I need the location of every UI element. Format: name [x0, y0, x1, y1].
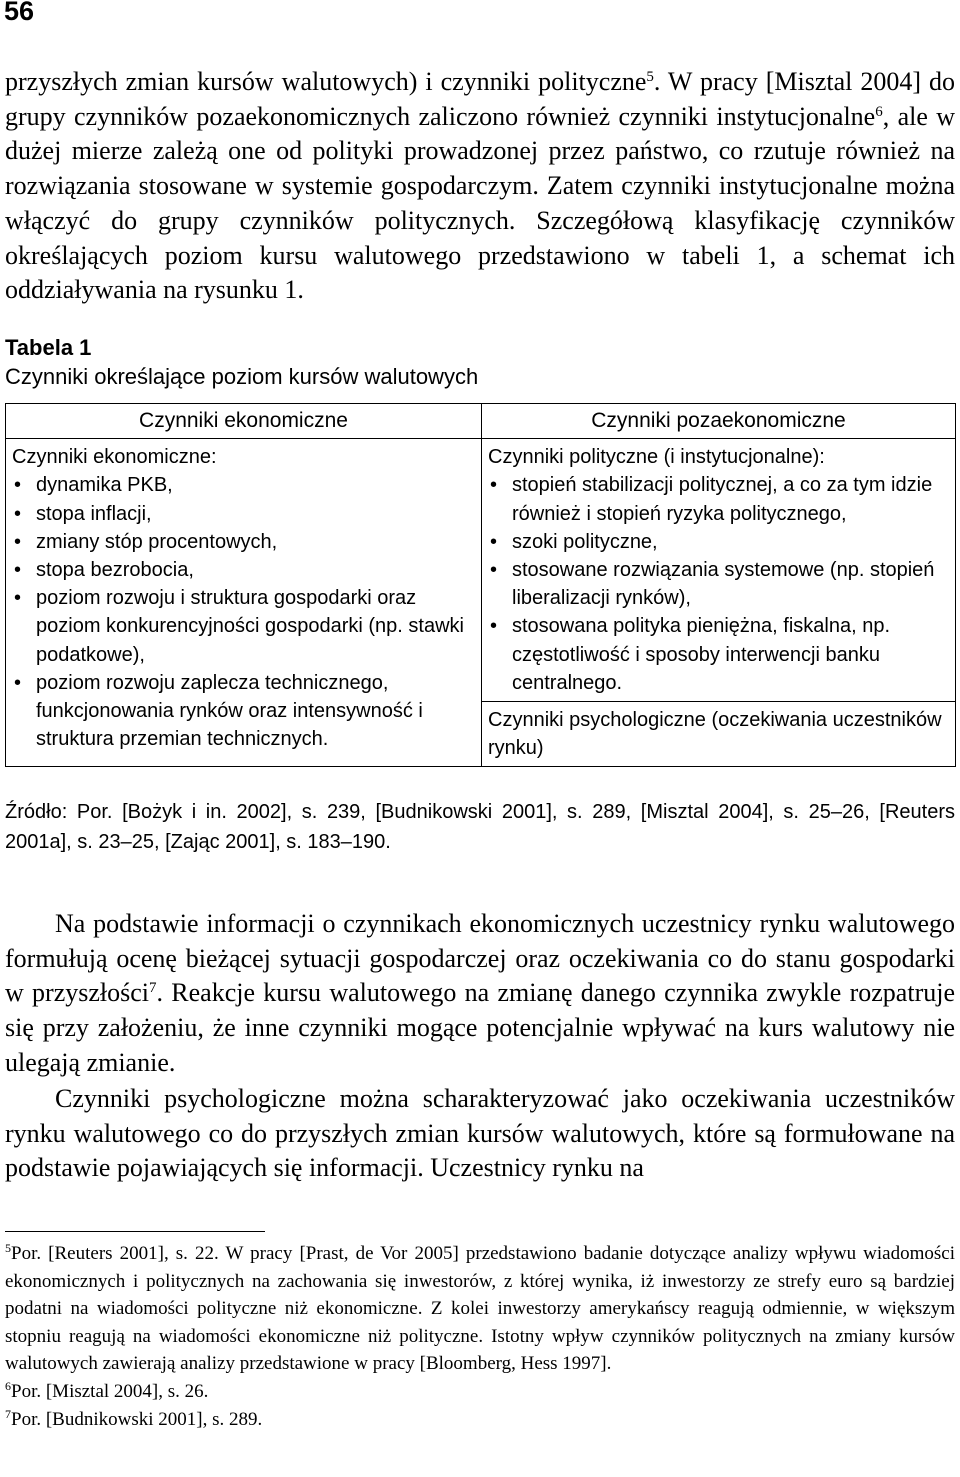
- bullet-icon: •: [490, 530, 498, 553]
- factors-table: [5, 403, 956, 767]
- body-paragraph: [5, 907, 955, 1081]
- bullet-icon: •: [14, 474, 22, 497]
- footnote: [5, 1378, 955, 1406]
- paragraph-text: przyszłych zmian kursów walutowych) i czynniki polityczne: [5, 67, 647, 96]
- footnote-ref[interactable]: 6: [875, 103, 883, 120]
- footnote-number: 6: [5, 1378, 11, 1393]
- list-item: • stopień stabilizacji politycznej, a co za tym idzie również i stopień ryzyka politycznego,: [488, 471, 949, 527]
- economic-factors-list: [12, 471, 475, 753]
- paragraph-text: Na podstawie informacji o czynnikach ekonomicznych uczestnicy rynku walutowego formułują ocenę bieżącej sytuacji gospodarczej oraz oczekiwania co do stanu gospodarki w przyszłości: [5, 909, 955, 1008]
- political-factors-cell: [482, 439, 956, 702]
- list-item: • poziom rozwoju zaplecza technicznego, funkcjonowania rynków oraz intensywność i struktura przemian technicznych.: [12, 669, 475, 754]
- bullet-icon: •: [490, 474, 498, 497]
- header-economic: Czynniki ekonomiczne: [6, 404, 482, 439]
- list-item: • stosowane rozwiązania systemowe (np. stopień liberalizacji rynków),: [488, 556, 949, 612]
- political-factors-heading: Czynniki polityczne (i instytucjonalne):: [488, 446, 825, 469]
- bullet-icon: •: [14, 671, 22, 694]
- footnote-number: 7: [5, 1406, 11, 1421]
- psychological-factors-cell: Czynniki psychologiczne (oczekiwania uczestników rynku): [482, 702, 956, 767]
- bullet-icon: •: [14, 587, 22, 610]
- economic-factors-heading: Czynniki ekonomiczne:: [12, 446, 217, 469]
- political-factors-list: [488, 471, 949, 697]
- list-item: • poziom rozwoju i struktura gospodarki oraz poziom konkurencyjności gospodarki (np. stawki podatkowe),: [12, 584, 475, 669]
- table-header-row: [6, 404, 956, 439]
- header-non-economic: Czynniki pozaekonomiczne: [482, 404, 956, 439]
- footnote-text: Por. [Reuters 2001], s. 22. W pracy [Prast, de Vor 2005] przedstawiono badanie dotyczące analizy wpływu wiadomości ekonomicznych i politycznych na zachowania się inwestorów, z której wynika, iż inwestorzy ze strefy euro są bardziej podatni na wiadomości polityczne niż ekonomiczne. Z kolei inwestorzy amerykańscy reagują odmiennie, w większym stopniu reagują na wiadomości ekonomiczne niż polityczne. Istotny wpływ czynników politycznych na zmiany kursów walutowych zawierają analizy przedstawione w pracy [Bloomberg, Hess 1997].: [5, 1243, 955, 1375]
- footnote-ref[interactable]: 7: [149, 980, 157, 997]
- footnote-ref[interactable]: 5: [646, 69, 654, 85]
- list-item: • zmiany stóp procentowych,: [12, 528, 475, 556]
- footnote: [5, 1406, 955, 1434]
- body-paragraph: Czynniki psychologiczne można scharakteryzować jako oczekiwania uczestników rynku walutowego co do przyszłych zmian kursów walutowych, które są formułowane na podstawie pojawiających się informacji. Uczestnicy rynku na: [5, 1084, 955, 1183]
- economic-factors-cell: [6, 439, 482, 767]
- list-item: • szoki polityczne,: [488, 528, 949, 556]
- footnote-number: 5: [5, 1241, 11, 1255]
- table-row: [6, 439, 956, 702]
- page-number: 56: [4, 0, 35, 26]
- footnote-text: Por. [Budnikowski 2001], s. 289.: [11, 1408, 263, 1430]
- bullet-icon: •: [490, 559, 498, 582]
- table-caption: Czynniki określające poziom kursów walutowych: [5, 364, 479, 389]
- list-item: • stosowana polityka pieniężna, fiskalna, np. częstotliwość i sposoby interwencji banku centralnego.: [488, 612, 949, 697]
- paragraph-text: . Reakcje kursu walutowego na zmianę danego czynnika zwykle rozpatruje się przy założeniu, że inne czynniki mogące potencjalnie wpływać na kurs walutowy nie ulegają zmianie.: [5, 978, 955, 1077]
- bullet-icon: •: [14, 559, 22, 582]
- paragraph-text: . W pracy [Misztal 2004] do grupy czynników pozaekonomicznych zaliczono również czynniki instytucjonalne: [5, 67, 955, 131]
- table-source: Źródło: Por. [Bożyk i in. 2002], s. 239, [Budnikowski 2001], s. 289, [Misztal 2004], s. 25–26, [Reuters 2001a], s. 23–25, [Zając 2001], s. 183–190.: [5, 801, 955, 853]
- footnotes: [5, 1240, 955, 1433]
- paragraph-text: , ale w dużej mierze zależą one od polityki prowadzonej przez państwo, co rzutuje również na rozwiązania stosowane w systemie gospodarczym. Zatem czynniki instytucjonalne można włączyć do grupy czynników politycznych. Szczegółową klasyfikację czynników określających poziom kursu walutowego przedstawiono w tabeli 1, a schemat ich oddziaływania na rysunku 1.: [5, 101, 955, 305]
- list-item: • stopa inflacji,: [12, 500, 475, 528]
- bullet-icon: •: [14, 530, 22, 553]
- body-paragraph: [5, 65, 955, 308]
- bullet-icon: •: [490, 615, 498, 638]
- footnote-divider: [5, 1231, 265, 1232]
- footnote: [5, 1240, 955, 1378]
- list-item: • dynamika PKB,: [12, 471, 475, 499]
- list-item: • stopa bezrobocia,: [12, 556, 475, 584]
- footnote-text: Por. [Misztal 2004], s. 26.: [11, 1380, 209, 1402]
- table-label: Tabela 1: [5, 335, 92, 360]
- bullet-icon: •: [14, 502, 22, 525]
